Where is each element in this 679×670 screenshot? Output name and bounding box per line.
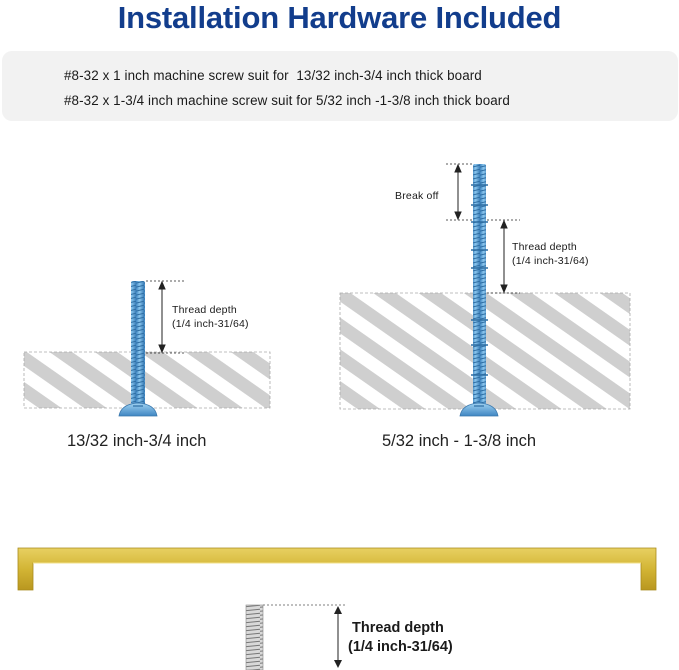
spec-line-short-screw: #8-32 x 1 inch machine screw suit for 13/32 inch-3/4 inch thick board: [64, 68, 482, 83]
right-board-caption: 5/32 inch - 1-3/8 inch: [382, 432, 537, 450]
handle-thread-depth-label: Thread depth: [352, 620, 444, 636]
left-thread-depth-label: Thread depth: [172, 304, 237, 316]
left-board-caption: 13/32 inch-3/4 inch: [67, 432, 207, 450]
break-off-dimension: [446, 164, 474, 220]
handle-thread-depth-value: (1/4 inch-31/64): [348, 639, 453, 655]
spec-line-long-screw: #8-32 x 1-3/4 inch machine screw suit for 5/32 inch -1-3/8 inch thick board: [64, 93, 510, 108]
right-thread-depth-value: (1/4 inch-31/64): [512, 255, 589, 267]
left-board: [24, 352, 270, 408]
gold-handle: [18, 548, 656, 590]
page-title: Installation Hardware Included: [117, 0, 562, 35]
break-off-label: Break off: [395, 190, 439, 202]
handle-thread-detail: [246, 605, 346, 670]
right-thread-depth-label: Thread depth: [512, 241, 577, 253]
left-thread-depth-value: (1/4 inch-31/64): [172, 318, 249, 330]
